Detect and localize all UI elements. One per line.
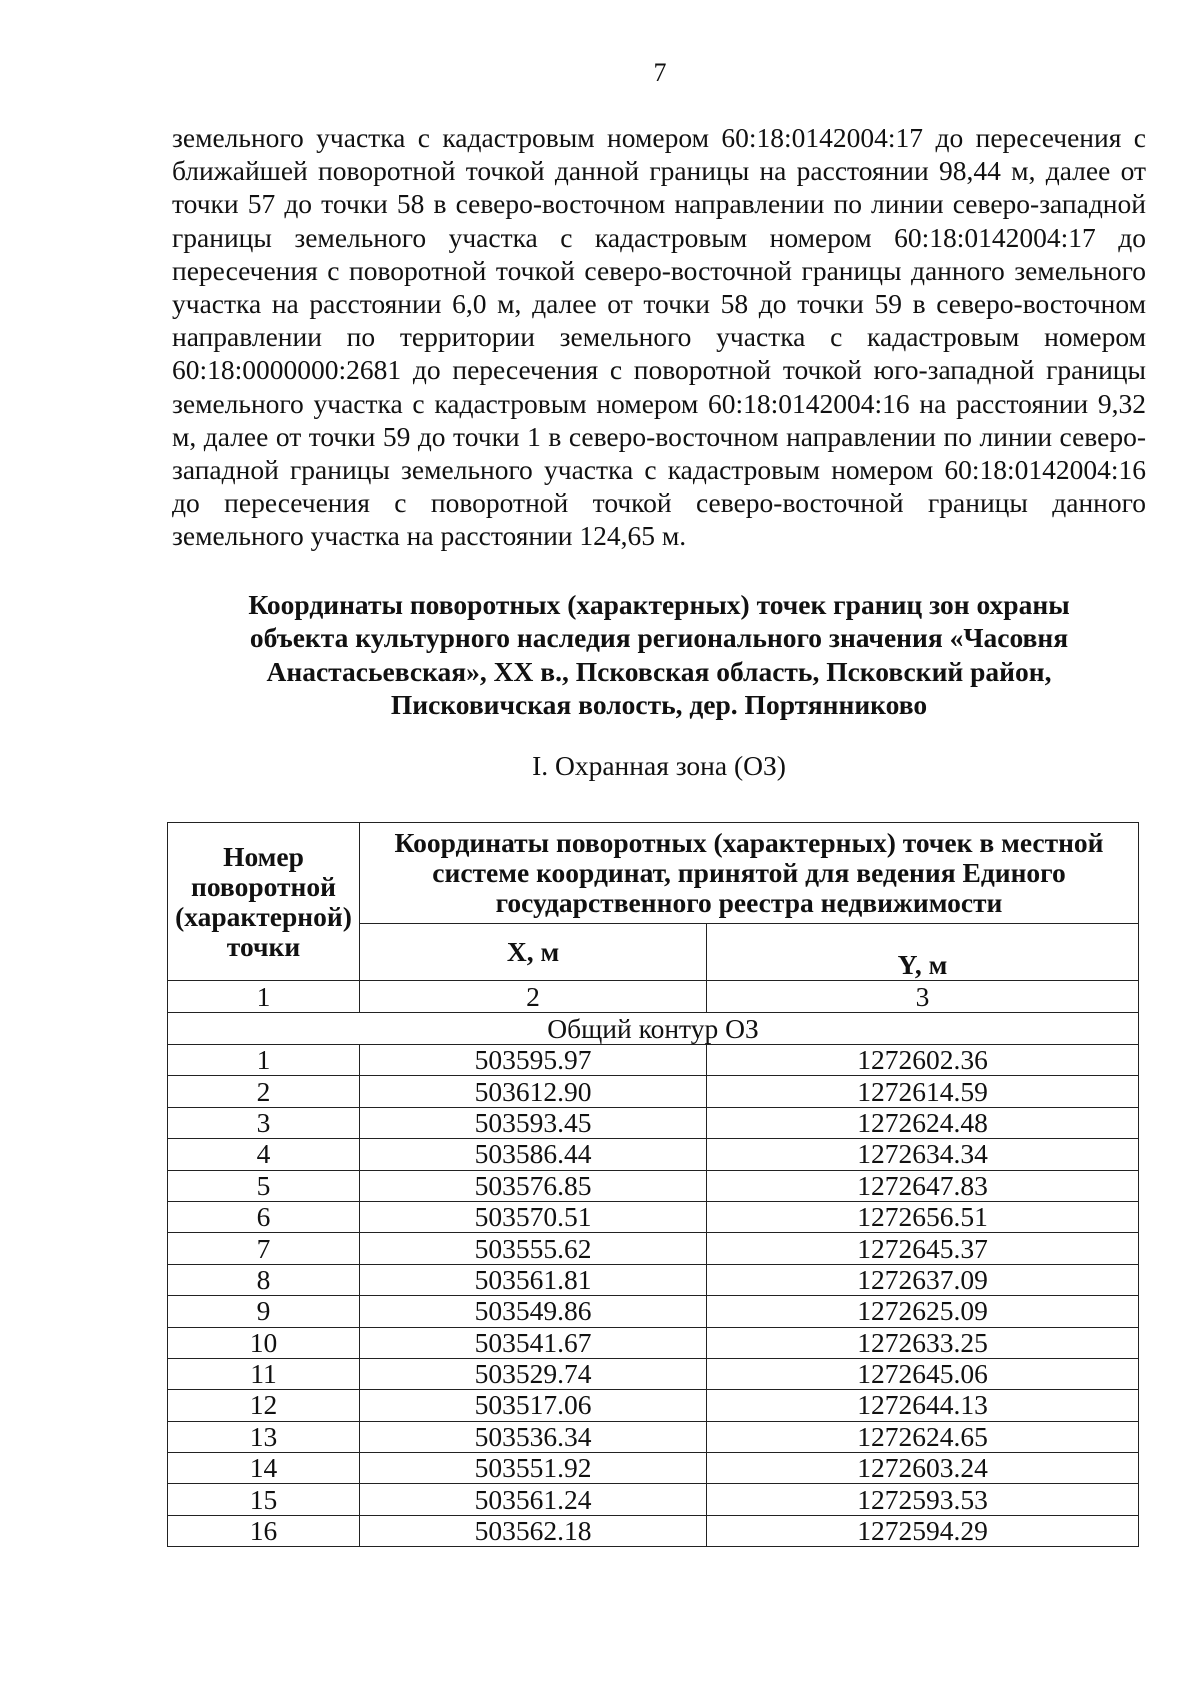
point-number-cell: 7 — [168, 1233, 360, 1264]
section-heading — [172, 588, 1146, 722]
point-number-cell: 2 — [168, 1076, 360, 1107]
point-number-cell: 9 — [168, 1296, 360, 1327]
point-number-cell: 12 — [168, 1390, 360, 1421]
point-number-cell: 3 — [168, 1107, 360, 1138]
column-index: 3 — [707, 981, 1139, 1013]
table-row — [168, 1045, 1139, 1076]
point-number-cell: 14 — [168, 1453, 360, 1484]
heading-line: Писковичская волость, дер. Портянниково — [390, 689, 928, 721]
x-coordinate-cell: 503536.34 — [360, 1421, 707, 1452]
table-row — [168, 1296, 1139, 1327]
table-row — [168, 1107, 1139, 1138]
y-coordinate-cell: 1272633.25 — [707, 1327, 1139, 1358]
point-number-cell: 10 — [168, 1327, 360, 1358]
x-coordinate-cell: 503529.74 — [360, 1358, 707, 1389]
x-coordinate-cell: 503595.97 — [360, 1045, 707, 1076]
x-coordinate-cell: 503570.51 — [360, 1201, 707, 1232]
y-coordinate-cell: 1272624.48 — [707, 1107, 1139, 1138]
y-coordinate-cell: 1272594.29 — [707, 1515, 1139, 1546]
column-index: 2 — [360, 981, 707, 1013]
table-row — [168, 1170, 1139, 1201]
x-coordinate-cell: 503561.81 — [360, 1264, 707, 1295]
column-index: 1 — [168, 981, 360, 1013]
x-coordinate-cell: 503612.90 — [360, 1076, 707, 1107]
section-row — [168, 1013, 1139, 1045]
x-coordinate-cell: 503561.24 — [360, 1484, 707, 1515]
x-coordinate-cell: 503517.06 — [360, 1390, 707, 1421]
y-coordinate-cell: 1272624.65 — [707, 1421, 1139, 1452]
y-coordinate-cell: 1272634.34 — [707, 1139, 1139, 1170]
x-coordinate-cell: 503549.86 — [360, 1296, 707, 1327]
table-row — [168, 1358, 1139, 1389]
point-number-cell: 16 — [168, 1515, 360, 1546]
x-coordinate-cell: 503551.92 — [360, 1453, 707, 1484]
y-coordinate-cell: 1272656.51 — [707, 1201, 1139, 1232]
y-coordinate-cell: 1272647.83 — [707, 1170, 1139, 1201]
column-index-row — [168, 981, 1139, 1013]
y-coordinate-cell: 1272602.36 — [707, 1045, 1139, 1076]
y-coordinate-cell: 1272644.13 — [707, 1390, 1139, 1421]
y-coordinate-cell: 1272603.24 — [707, 1453, 1139, 1484]
x-coordinate-cell: 503576.85 — [360, 1170, 707, 1201]
point-number-cell: 8 — [168, 1264, 360, 1295]
page-number: 7 — [653, 58, 667, 87]
point-number-cell: 5 — [168, 1170, 360, 1201]
y-coordinate-cell: 1272637.09 — [707, 1264, 1139, 1295]
point-number-cell: 4 — [168, 1139, 360, 1170]
zone-subheading: I. Охранная зона (ОЗ) — [532, 750, 786, 781]
y-coordinate-cell: 1272614.59 — [707, 1076, 1139, 1107]
header-y: Y, м — [707, 924, 1139, 981]
point-number-cell: 11 — [168, 1358, 360, 1389]
table-row — [168, 1201, 1139, 1232]
table-row — [168, 1484, 1139, 1515]
y-coordinate-cell: 1272645.37 — [707, 1233, 1139, 1264]
y-coordinate-cell: 1272645.06 — [707, 1358, 1139, 1389]
x-coordinate-cell: 503562.18 — [360, 1515, 707, 1546]
table-row — [168, 1453, 1139, 1484]
x-coordinate-cell: 503541.67 — [360, 1327, 707, 1358]
header-coordinates: Координаты поворотных (характерных) точек в местной системе координат, принятой для ведения Единого государственного реестра недвижимости — [360, 823, 1139, 924]
point-number-cell: 13 — [168, 1421, 360, 1452]
table-row — [168, 1264, 1139, 1295]
table-row — [168, 1233, 1139, 1264]
table-row — [168, 1076, 1139, 1107]
heading-line: объекта культурного наследия регионального значения «Часовня — [249, 622, 1069, 654]
point-number-cell: 6 — [168, 1201, 360, 1232]
header-x: X, м — [360, 924, 707, 981]
point-number-cell: 15 — [168, 1484, 360, 1515]
table-row — [168, 1421, 1139, 1452]
table-row — [168, 1139, 1139, 1170]
x-coordinate-cell: 503555.62 — [360, 1233, 707, 1264]
table-row — [168, 1327, 1139, 1358]
x-coordinate-cell: 503586.44 — [360, 1139, 707, 1170]
y-coordinate-cell: 1272625.09 — [707, 1296, 1139, 1327]
heading-line: Анастасьевская», XX в., Псковская область, Псковский район, — [266, 655, 1052, 687]
table-row — [168, 1390, 1139, 1421]
section-label: Общий контур ОЗ — [168, 1013, 1139, 1045]
table-row — [168, 1515, 1139, 1546]
coordinates-table — [167, 822, 1139, 1547]
table-header-row — [168, 823, 1139, 924]
point-number-cell: 1 — [168, 1045, 360, 1076]
y-coordinate-cell: 1272593.53 — [707, 1484, 1139, 1515]
heading-line: Координаты поворотных (характерных) точек границ зон охраны — [248, 589, 1070, 620]
body-paragraph: земельного участка с кадастровым номером 60:18:0142004:17 до пересечения с ближайшей поворотной точкой данной границы на расстоянии 98,44 м, далее от точки 57 до точки 58 в северо-восточном направлении по линии северо-западной границы земельного участка с кадастровым номером 60:18:0142004:17 до пересечения с поворотной точкой северо-восточной границы данного земельного участка на расстоянии 6,0 м, далее от точки 58 до точки 59 в северо-восточном направлении по территории земельного участка с кадастровым номером 60:18:0000000:2681 до пересечения с поворотной точкой юго-западной границы земельного участка с кадастровым номером 60:18:0142004:16 на расстоянии 9,32 м, далее от точки 59 до точки 1 в северо-восточном направлении по линии северо-западной границы земельного участка с кадастровым номером 60:18:0142004:16 до пересечения с поворотной точкой северо-восточной границы данного земельного участка на расстоянии 124,65 м. — [172, 122, 1146, 552]
x-coordinate-cell: 503593.45 — [360, 1107, 707, 1138]
header-point-number: Номер поворотной (характерной) точки — [168, 823, 360, 981]
